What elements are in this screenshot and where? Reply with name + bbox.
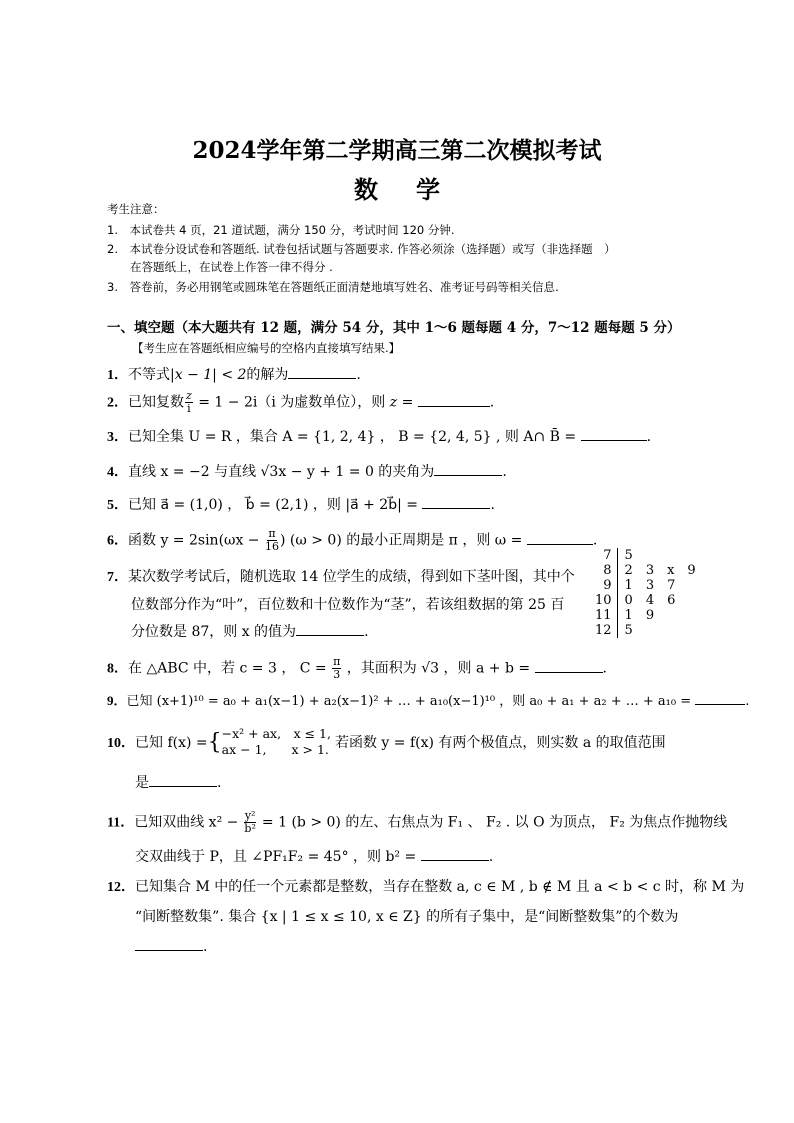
fraction: $\frac{\pi}{16}$: [264, 527, 279, 553]
question-11: 11．已知双曲线 x² − $\frac{\text{y²}}{\text{b²}}$ = 1 (b > 0) 的左、右焦点为 F₁ 、 F₂ . 以 O 为顶点， F₂ 为焦点作抛物线: [107, 809, 728, 835]
answer-blank[interactable]: [421, 846, 489, 861]
section-heading: 一、填空题（本大题共有 12 题，满分 54 分，其中 1～6 题每题 4 分，7～12 题每题 5 分）: [107, 320, 681, 336]
brace-icon: {: [207, 729, 222, 755]
question-number: 3．: [107, 430, 128, 445]
answer-blank[interactable]: [527, 530, 593, 545]
answer-blank[interactable]: [535, 658, 603, 673]
notice-item-2-cont: 在答题纸上，在试卷上作答一律不得分 .: [130, 260, 333, 274]
question-number: 2．: [107, 395, 128, 411]
question-number: 1．: [107, 368, 128, 383]
question-number: 9．: [107, 693, 127, 708]
answer-blank[interactable]: [695, 690, 745, 705]
stem-row: 7 5: [590, 548, 701, 563]
stem-leaf-plot: [590, 548, 701, 638]
notice-item-1: 1. 本试卷共 4 页，21 道试题，满分 150 分，考试时间 120 分钟.: [107, 223, 455, 237]
piecewise-cases: −x² + ax, x ≤ 1, ax − 1, x > 1.: [221, 726, 331, 757]
answer-blank[interactable]: [135, 936, 203, 951]
answer-blank[interactable]: [288, 364, 356, 379]
question-11-line-2: 交双曲线于 P，且 ∠PF₁F₂ = 45° ，则 b² = .: [135, 846, 493, 866]
question-1: 1．不等式|x − 1| < 2的解为 .: [107, 364, 361, 384]
answer-blank[interactable]: [418, 392, 490, 407]
answer-blank[interactable]: [296, 621, 364, 636]
question-7-line-2: 位数部分作为“叶”，百位数和十位数作为“茎”，若该组数据的第 25 百: [131, 597, 565, 613]
answer-blank[interactable]: [149, 772, 217, 787]
question-3: 3．已知全集 U = R ，集合 A = {1, 2, 4} ， B = {2, 4, 5} , 则 A∩ B̄ = .: [107, 426, 651, 446]
section-hint: 【考生应在答题纸相应编号的空格内直接填写结果.】: [132, 341, 401, 355]
answer-blank[interactable]: [434, 461, 502, 476]
fraction: $\frac{z}{i}$: [186, 389, 192, 415]
question-10-line-2: 是 .: [135, 772, 221, 792]
question-12-line-2: “间断整数集”. 集合 {x | 1 ≤ x ≤ 10, x ∈ Z} 的所有子集中，是“间断整数集”的个数为: [135, 909, 679, 925]
question-12-line-3: .: [135, 936, 207, 955]
question-number: 6．: [107, 533, 128, 549]
question-number: 5．: [107, 498, 128, 513]
stem-row: 8 2 3 x 9: [590, 563, 701, 578]
exam-title: 2024学年第二学期高三第二次模拟考试: [192, 137, 602, 164]
question-number: 8．: [107, 661, 128, 677]
question-12: 12．已知集合 M 中的任一个元素都是整数，当存在整数 a, c ∈ M , b ∉ M 且 a < b < c 时，称 M 为: [107, 879, 745, 895]
question-number: 7．: [107, 570, 128, 585]
subject-title: 数学: [354, 175, 478, 204]
question-7: 7．某次数学考试后，随机选取 14 位学生的成绩，得到如下茎叶图，其中个: [107, 569, 575, 585]
stem-row: 10 0 4 6: [590, 593, 701, 608]
answer-blank[interactable]: [422, 494, 490, 509]
notice-heading: 考生注意：: [107, 202, 165, 216]
question-number: 12．: [107, 880, 135, 895]
question-number: 4．: [107, 465, 128, 480]
question-number: 10．: [107, 736, 135, 751]
notice-item-3: 3. 答卷前，务必用钢笔或圆珠笔在答题纸正面清楚地填写姓名、准考证号码等相关信息.: [107, 280, 559, 294]
question-number: 11．: [107, 815, 135, 831]
question-9: 9．已知 (x+1)¹⁰ = a₀ + a₁(x−1) + a₂(x−1)² + … + a₁₀(x−1)¹⁰ ，则 a₀ + a₁ + a₂ + … + a₁₀ = .: [107, 690, 749, 709]
question-10: 10． 已知 f(x) = { −x² + ax, x ≤ 1, ax − 1, x > 1. 若函数 y = f(x) 有两个极值点，则实数 a 的取值范围: [107, 726, 666, 757]
fraction: $\frac{\pi}{3}$: [333, 655, 341, 681]
question-2: 2．已知复数 $\frac{z}{i}$ = 1 − 2i（i 为虚数单位），则 z = .: [107, 389, 495, 415]
notice-item-2: 2. 本试卷分设试卷和答题纸. 试卷包括试题与答题要求. 作答必须涂（选择题）或写（非选择题 ）: [107, 242, 616, 256]
stem-row: 9 1 3 7: [590, 578, 701, 593]
fraction: $\frac{\text{y²}}{\text{b²}}$: [244, 809, 256, 835]
stem-row: 12 5: [590, 623, 701, 638]
question-4: 4．直线 x = −2 与直线 √3x − y + 1 = 0 的夹角为 .: [107, 461, 507, 481]
question-6: 6．函数 y = 2sin(ωx − $\frac{\pi}{16}$ ) (ω > 0) 的最小正周期是 π ，则 ω = .: [107, 527, 598, 553]
question-7-line-3: 分位数是 87，则 x 的值为 .: [131, 621, 369, 641]
answer-blank[interactable]: [581, 426, 647, 441]
stem-row: 11 1 9: [590, 608, 701, 623]
question-8: 8．在 △ABC 中，若 c = 3 ， C = $\frac{\pi}{3}$ ，其面积为 √3 ，则 a + b = .: [107, 655, 607, 681]
question-5: 5．已知 a⃗ = (1,0) ， b⃗ = (2,1) ，则 |a⃗ + 2b⃗| = .: [107, 494, 495, 514]
